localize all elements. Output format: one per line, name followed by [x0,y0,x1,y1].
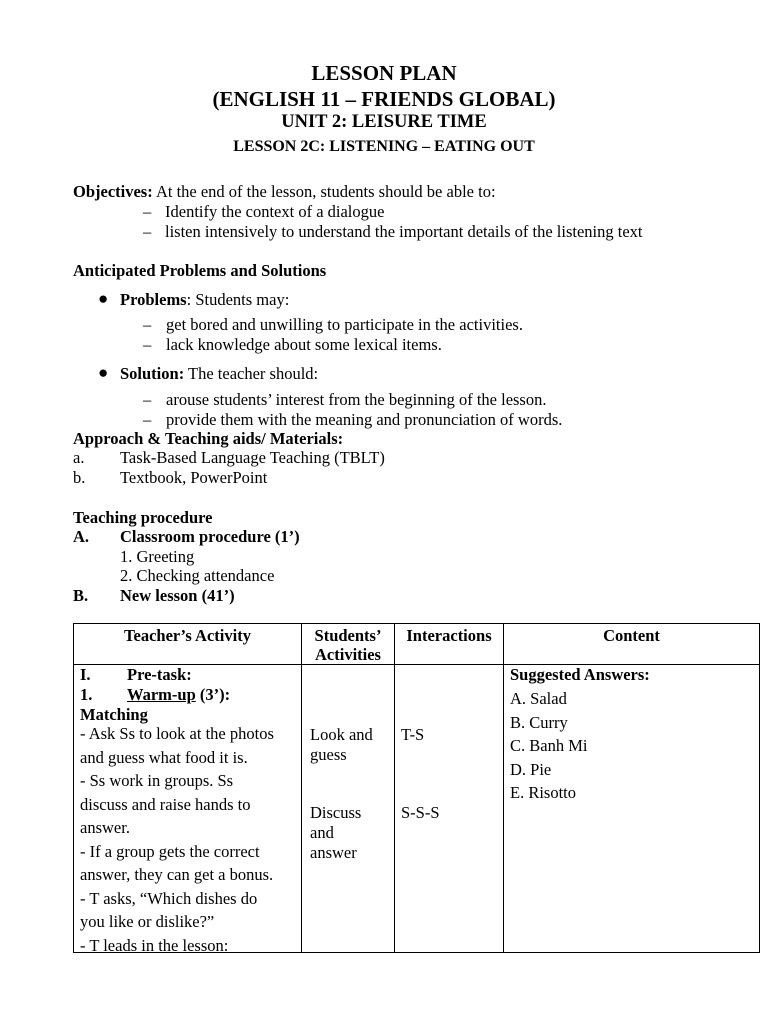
stage-title: Pre-task: [127,665,192,684]
students-line: answer [310,843,357,862]
procedure-b-marker: B. [73,586,89,605]
solution-item: – [143,390,152,409]
unit-title: UNIT 2: LEISURE TIME [281,112,487,132]
table-header-row [74,624,760,665]
approach-marker: a. [73,448,85,467]
content-cell [504,665,760,953]
course-subtitle: (ENGLISH 11 – FRIENDS GLOBAL) [212,87,556,111]
teacher-line: - T asks, “Which dishes do [80,888,258,908]
stage-marker: I. [80,665,91,684]
solution-label: Solution: [120,364,185,383]
teacher-line: you like or dislike?” [80,912,215,931]
header-students-line2: Activities [315,645,381,664]
students-activities-cell [302,665,395,953]
objective-item-text: Identify the context of a dialogue [165,202,385,221]
problem-item: – [143,315,152,334]
answer-item: E. Risotto [510,783,577,802]
students-line: Discuss [310,803,362,822]
students-activity [310,725,373,765]
teacher-activity-cell [74,665,302,953]
solution-item-text: arouse students’ interest from the beginning of the lesson. [166,390,547,409]
problem-item-text: lack knowledge about some lexical items. [166,335,442,354]
teacher-line: - If a group gets the correct [80,841,260,861]
answer-item: A. Salad [510,689,567,708]
procedure-a-item: 2. Checking attendance [120,566,275,585]
objectives-label: Objectives: [73,182,153,201]
problems-line [120,290,289,310]
answer-item: D. Pie [510,759,552,779]
sub-title: Warm-up [127,685,196,704]
content-heading: Suggested Answers: [510,665,650,684]
teacher-line: - Ask Ss to look at the photos [80,724,274,743]
header-students-activities [302,624,395,665]
interaction-value: S-S-S [401,803,440,822]
interactions-cell [395,665,504,953]
sub-heading [127,685,230,704]
solution-intro: The teacher should: [188,364,319,383]
teacher-steps [80,722,274,957]
students-activity [310,803,361,863]
teacher-line: - T leads in the lesson: [80,935,229,955]
bullet-icon: ● [98,363,109,382]
bullet-icon: ● [98,289,109,308]
procedure-a-marker: A. [73,527,90,546]
approach-item: Textbook, PowerPoint [120,468,268,487]
teacher-line: and guess what food it is. [80,747,248,767]
interaction-value: T-S [401,725,425,744]
answer-list [510,687,587,805]
procedure-a-item: 1. Greeting [120,547,195,566]
teacher-line: - Ss work in groups. Ss [80,771,234,790]
students-line: guess [310,745,347,764]
problems-label: Problems [120,290,187,309]
solution-item: – [143,410,152,429]
approach-heading: Approach & Teaching aids/ Materials: [73,429,344,448]
problem-item: – [143,335,152,354]
objective-item-text: listen intensively to understand the important details of the listening text [165,222,643,241]
students-line: Look and [310,725,373,744]
header-students-line1: Students’ [314,626,382,645]
solution-item-text: provide them with the meaning and pronunciation of words. [166,410,563,429]
approach-item: Task-Based Language Teaching (TBLT) [120,448,385,467]
header-content: Content [504,624,760,665]
sub-activity: Matching [80,705,148,724]
lesson-plan-title: LESSON PLAN [311,61,457,85]
lesson-title: LESSON 2C: LISTENING – EATING OUT [233,138,535,155]
header-interactions: Interactions [395,624,504,665]
solution-line [120,364,318,384]
teacher-line: answer, they can get a bonus. [80,865,274,884]
problem-item-text: get bored and unwilling to participate in the activities. [166,315,523,334]
answer-item: C. Banh Mi [510,736,588,755]
procedure-b-title: New lesson (41’) [120,586,235,605]
table-row [74,665,760,953]
activity-table [73,623,760,953]
objective-item: – [143,222,152,241]
procedure-a-title: Classroom procedure (1’) [120,527,300,546]
header-teacher-activity: Teacher’s Activity [74,624,302,665]
objective-item: – [143,202,152,221]
problems-section-heading: Anticipated Problems and Solutions [73,261,327,280]
teacher-line: discuss and raise hands to [80,794,251,814]
approach-marker: b. [73,468,86,487]
answer-item: B. Curry [510,712,568,732]
procedure-heading: Teaching procedure [73,508,213,527]
objectives-intro: At the end of the lesson, students should be able to: [155,182,496,201]
sub-marker: 1. [80,685,93,704]
teacher-line: answer. [80,818,130,837]
objectives-line [73,182,496,202]
sub-time: (3’): [195,685,231,704]
problems-intro: : Students may: [186,290,290,309]
students-line: and [310,823,334,842]
